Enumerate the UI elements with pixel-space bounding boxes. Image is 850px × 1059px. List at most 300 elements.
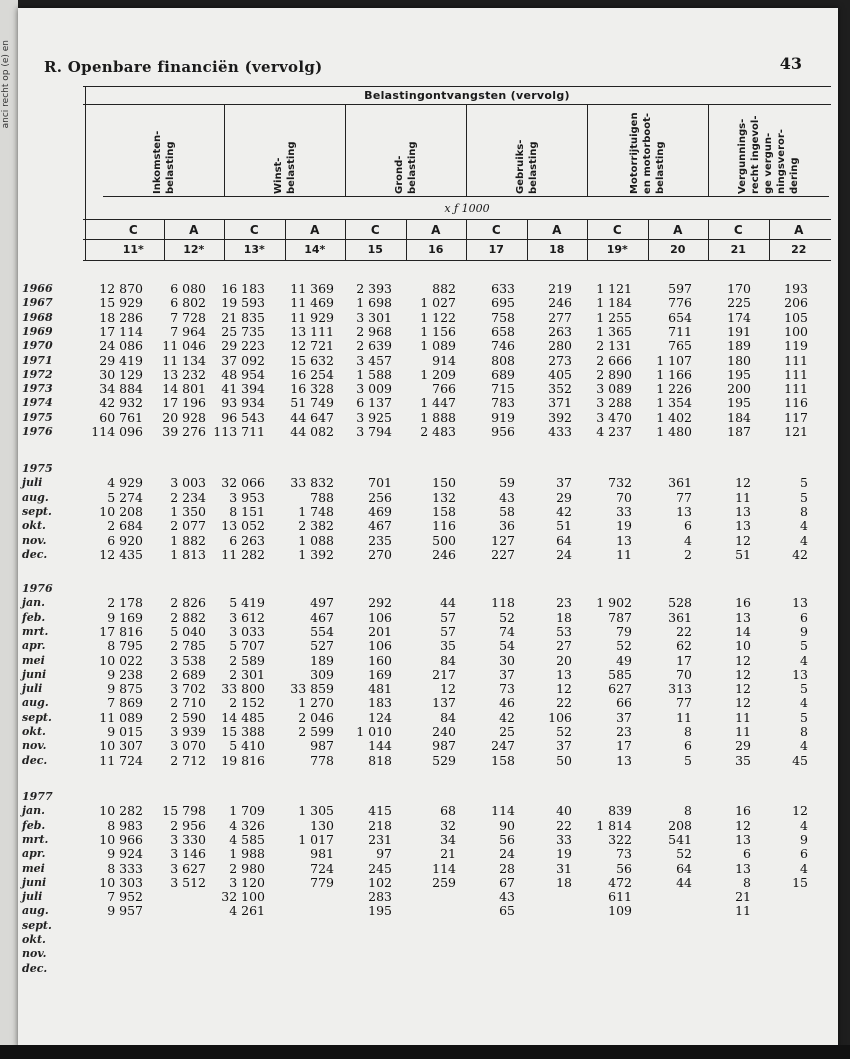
table-cell: 67	[499, 874, 515, 890]
table-cell: 25	[499, 724, 515, 739]
table-cell: 111	[784, 352, 808, 368]
table-cell: 633	[491, 281, 515, 296]
table-cell: 193	[784, 281, 808, 296]
table-cell: 201	[368, 623, 392, 639]
table-cell: 2 826	[170, 595, 206, 611]
table-cell: 30	[499, 652, 515, 668]
table-cell: 724	[310, 860, 334, 876]
row-label: 1975	[22, 410, 53, 424]
table-cell: 3 089	[596, 381, 632, 397]
table-cell: 1 354	[656, 395, 692, 411]
table-cell: 53	[556, 623, 572, 639]
table-cell: 415	[368, 803, 392, 819]
table-cell: 2 890	[596, 366, 632, 382]
table-cell: 231	[368, 831, 392, 847]
table-cell: 1 748	[298, 503, 334, 519]
row-label: juli	[22, 890, 43, 904]
column-number: 11*	[122, 243, 144, 256]
table-cell: 5	[684, 752, 692, 768]
table-cell: 13	[792, 595, 808, 611]
table-cell: 64	[556, 532, 572, 548]
table-cell: 1 226	[656, 381, 692, 397]
table-cell: 778	[310, 752, 334, 768]
rule-line	[83, 260, 831, 261]
table-cell: 3 301	[356, 309, 392, 325]
table-cell: 5	[800, 638, 808, 654]
rule-line	[83, 239, 831, 240]
row-label: mei	[22, 861, 45, 875]
table-cell: 124	[368, 709, 392, 725]
table-cell: 361	[668, 609, 692, 625]
table-cell: 77	[676, 489, 692, 505]
table-cell: 263	[548, 323, 572, 339]
adjacent-page-edge	[0, 0, 18, 1059]
table-cell: 3 120	[229, 874, 265, 890]
column-type-label: C	[128, 223, 138, 237]
table-cell: 33 800	[221, 681, 265, 697]
table-cell: 1 350	[170, 503, 206, 519]
table-cell: 3 953	[229, 489, 265, 505]
table-cell: 195	[368, 903, 392, 919]
table-cell: 19	[556, 846, 572, 862]
table-cell: 11 046	[162, 338, 206, 354]
table-cell: 200	[727, 381, 751, 397]
row-label: dec.	[22, 961, 48, 975]
row-label: okt.	[22, 933, 46, 946]
table-cell: 33	[616, 503, 632, 519]
bottom-shadow	[0, 1045, 850, 1059]
table-cell: 2 710	[170, 695, 206, 711]
table-cell: 5	[800, 681, 808, 697]
table-cell: 60 761	[99, 409, 143, 425]
table-cell: 9	[800, 831, 808, 847]
table-cell: 42	[792, 546, 808, 562]
table-cell: 10 303	[99, 874, 143, 890]
table-cell: 17 816	[99, 623, 143, 639]
table-cell: 776	[668, 295, 692, 311]
table-cell: 59	[499, 475, 515, 491]
table-cell: 8	[743, 874, 751, 890]
table-cell: 2 639	[356, 338, 392, 354]
table-cell: 20	[556, 652, 572, 668]
table-cell: 4 261	[229, 903, 265, 919]
row-label: 1968	[22, 310, 53, 324]
table-cell: 7 869	[107, 695, 143, 711]
table-cell: 3 009	[356, 381, 392, 397]
row-label: sept.	[22, 504, 52, 518]
table-cell: 322	[608, 831, 632, 847]
table-cell: 2 301	[229, 666, 265, 682]
table-cell: 1 709	[229, 803, 265, 819]
table-cell: 36	[499, 518, 515, 534]
table-cell: 40	[556, 803, 572, 819]
table-cell: 15 798	[162, 803, 206, 819]
table-cell: 277	[548, 309, 572, 325]
table-cell: 106	[368, 638, 392, 654]
row-label: juli	[22, 682, 43, 696]
row-label: mei	[22, 653, 45, 667]
table-cell: 8 795	[107, 638, 143, 654]
table-cell: 2 599	[298, 724, 334, 739]
table-cell: 1 107	[656, 352, 692, 368]
table-cell: 13	[676, 503, 692, 519]
table-cell: 42	[499, 709, 515, 725]
table-cell: 14 801	[162, 381, 206, 397]
row-label: aug.	[22, 490, 49, 504]
table-cell: 15 929	[99, 295, 143, 311]
rule-line	[587, 104, 588, 196]
table-cell: 33 832	[290, 475, 334, 491]
row-label: 1971	[22, 353, 53, 367]
table-cell: 57	[440, 609, 456, 625]
table-cell: 29 223	[221, 338, 265, 354]
table-cell: 2 956	[170, 817, 206, 833]
table-cell: 114 096	[91, 424, 143, 439]
table-cell: 1 813	[170, 546, 206, 562]
table-cell: 6	[800, 609, 808, 625]
table-cell: 882	[432, 281, 456, 296]
table-cell: 4	[800, 738, 808, 754]
table-cell: 52	[616, 638, 632, 654]
row-label: juni	[22, 667, 47, 681]
table-cell: 4	[684, 532, 692, 548]
table-cell: 1 447	[420, 395, 456, 411]
rule-line	[85, 86, 86, 260]
table-cell: 808	[491, 352, 515, 368]
table-cell: 766	[432, 381, 456, 397]
table-cell: 2 589	[229, 652, 265, 668]
table-cell: 6 080	[170, 281, 206, 296]
table-cell: 51 749	[290, 395, 334, 411]
table-cell: 18	[556, 874, 572, 890]
row-label: dec.	[22, 547, 48, 561]
table-cell: 25 735	[221, 323, 265, 339]
table-cell: 37 092	[221, 352, 265, 368]
table-cell: 121	[784, 424, 808, 439]
table-cell: 1 027	[420, 295, 456, 311]
column-number: 18	[549, 243, 565, 256]
table-cell: 12	[735, 532, 751, 548]
rule-line	[83, 219, 831, 220]
table-cell: 19 816	[221, 752, 265, 768]
column-group-header: Motorrijtuigen en motorboot- belasting	[629, 112, 666, 194]
section-year: 1976	[22, 582, 53, 595]
table-cell: 31	[556, 860, 572, 876]
table-cell: 169	[368, 666, 392, 682]
table-cell: 3 288	[596, 395, 632, 411]
table-cell: 9 957	[107, 903, 143, 919]
column-type-label: A	[552, 223, 562, 237]
table-cell: 2	[684, 546, 692, 562]
table-cell: 8 983	[107, 817, 143, 833]
table-cell: 715	[491, 381, 515, 397]
table-cell: 117	[784, 409, 808, 425]
table-cell: 12	[735, 695, 751, 711]
table-cell: 22	[556, 817, 572, 833]
table-cell: 119	[784, 338, 808, 354]
row-label: mrt.	[22, 832, 49, 846]
table-cell: 16 183	[221, 281, 265, 296]
table-cell: 701	[368, 475, 392, 491]
table-cell: 3 794	[356, 424, 392, 439]
table-cell: 2 077	[170, 518, 206, 534]
table-cell: 9 169	[107, 609, 143, 625]
table-cell: 527	[310, 638, 334, 654]
table-cell: 180	[727, 352, 751, 368]
table-cell: 9 015	[107, 724, 143, 739]
table-cell: 23	[616, 724, 632, 739]
table-cell: 43	[499, 489, 515, 505]
table-cell: 51	[556, 518, 572, 534]
table-cell: 6	[800, 846, 808, 862]
table-cell: 70	[676, 666, 692, 682]
table-cell: 97	[376, 846, 392, 862]
table-cell: 106	[368, 609, 392, 625]
table-cell: 73	[499, 681, 515, 697]
table-cell: 4	[800, 695, 808, 711]
table-cell: 313	[668, 681, 692, 697]
column-number: 19*	[606, 243, 628, 256]
table-cell: 29	[556, 489, 572, 505]
column-group-header: Grond- belasting	[393, 141, 418, 194]
table-cell: 12	[440, 681, 456, 697]
table-cell: 130	[310, 817, 334, 833]
table-cell: 839	[608, 803, 632, 819]
table-cell: 14	[735, 623, 751, 639]
table-cell: 37	[499, 666, 515, 682]
table-cell: 245	[368, 860, 392, 876]
table-cell: 4	[800, 518, 808, 534]
table-cell: 3 512	[170, 874, 206, 890]
table-cell: 9 238	[107, 666, 143, 682]
table-cell: 150	[432, 475, 456, 491]
table-cell: 1 017	[298, 831, 334, 847]
table-cell: 37	[616, 709, 632, 725]
table-cell: 788	[310, 489, 334, 505]
table-cell: 11 089	[99, 709, 143, 725]
table-cell: 273	[548, 352, 572, 368]
table-cell: 361	[668, 475, 692, 491]
table-cell: 137	[432, 695, 456, 711]
table-cell: 17 196	[162, 395, 206, 411]
table-cell: 17 114	[99, 323, 143, 339]
table-cell: 23	[556, 595, 572, 611]
table-cell: 8	[800, 503, 808, 519]
table-cell: 1 392	[298, 546, 334, 562]
table-cell: 12 435	[99, 546, 143, 562]
table-cell: 711	[668, 323, 692, 339]
table-cell: 1 255	[596, 309, 632, 325]
table-cell: 1 882	[170, 532, 206, 548]
table-cell: 8 333	[107, 860, 143, 876]
table-cell: 116	[432, 518, 456, 534]
table-cell: 15	[792, 874, 808, 890]
table-cell: 11 134	[162, 352, 206, 368]
table-cell: 12	[792, 803, 808, 819]
table-cell: 8 151	[229, 503, 265, 519]
table-cell: 12 721	[290, 338, 334, 354]
table-cell: 4	[800, 652, 808, 668]
table-cell: 259	[432, 874, 456, 890]
table-cell: 392	[548, 409, 572, 425]
row-label: sept.	[22, 918, 52, 932]
table-cell: 987	[432, 738, 456, 754]
table-cell: 2 689	[170, 666, 206, 682]
table-cell: 541	[668, 831, 692, 847]
table-cell: 74	[499, 623, 515, 639]
row-label: apr.	[22, 639, 46, 653]
table-cell: 6 137	[356, 395, 392, 411]
table-cell: 58	[499, 503, 515, 519]
unit-label: x ƒ 1000	[444, 202, 490, 215]
table-cell: 4	[800, 532, 808, 548]
table-cell: 44 082	[290, 424, 334, 439]
row-label: dec.	[22, 753, 48, 767]
table-cell: 1 588	[356, 366, 392, 382]
table-cell: 22	[556, 695, 572, 711]
table-cell: 65	[499, 903, 515, 919]
column-number: 16	[428, 243, 444, 256]
table-cell: 43	[499, 889, 515, 905]
column-number: 22	[791, 243, 807, 256]
rule-line	[83, 104, 831, 105]
table-cell: 981	[310, 846, 334, 862]
table-cell: 746	[491, 338, 515, 354]
table-cell: 13	[735, 503, 751, 519]
table-cell: 52	[556, 724, 572, 739]
table-cell: 283	[368, 889, 392, 905]
table-cell: 270	[368, 546, 392, 562]
table-cell: 2 393	[356, 281, 392, 296]
table-cell: 1 089	[420, 338, 456, 354]
table-cell: 732	[608, 475, 632, 491]
table-cell: 102	[368, 874, 392, 890]
row-label: feb.	[22, 818, 46, 832]
table-cell: 2 152	[229, 695, 265, 711]
table-cell: 433	[548, 424, 572, 439]
row-label: juli	[22, 476, 43, 490]
row-label: nov.	[22, 947, 47, 961]
row-label: apr.	[22, 847, 46, 861]
table-cell: 280	[548, 338, 572, 354]
table-cell: 371	[548, 395, 572, 411]
table-cell: 35	[735, 752, 751, 768]
table-cell: 12	[735, 817, 751, 833]
table-cell: 3 627	[170, 860, 206, 876]
super-title: Belastingontvangsten (vervolg)	[364, 89, 570, 102]
table-cell: 44 647	[290, 409, 334, 425]
table-cell: 695	[491, 295, 515, 311]
table-cell: 956	[491, 424, 515, 439]
table-cell: 90	[499, 817, 515, 833]
table-cell: 30 129	[99, 366, 143, 382]
table-cell: 5 040	[170, 623, 206, 639]
table-cell: 13 111	[290, 323, 334, 339]
table-cell: 5 274	[107, 489, 143, 505]
table-cell: 45	[792, 752, 808, 768]
table-cell: 52	[676, 846, 692, 862]
table-cell: 3 146	[170, 846, 206, 862]
table-cell: 66	[616, 695, 632, 711]
table-cell: 132	[432, 489, 456, 505]
table-cell: 6 920	[107, 532, 143, 548]
table-cell: 225	[727, 295, 751, 311]
table-cell: 352	[548, 381, 572, 397]
table-cell: 20 928	[162, 409, 206, 425]
table-cell: 32	[440, 817, 456, 833]
column-type-label: C	[491, 223, 501, 237]
table-cell: 554	[310, 623, 334, 639]
table-cell: 183	[368, 695, 392, 711]
column-type-label: C	[249, 223, 259, 237]
table-cell: 13	[616, 532, 632, 548]
table-cell: 174	[727, 309, 751, 325]
table-cell: 3 330	[170, 831, 206, 847]
table-cell: 79	[616, 623, 632, 639]
column-group-header: Vergunnings- recht ingevol- ge vergun- ningsveror- dering	[737, 115, 800, 194]
table-cell: 13	[735, 518, 751, 534]
table-cell: 309	[310, 666, 334, 682]
table-cell: 77	[676, 695, 692, 711]
row-label: 1966	[22, 282, 53, 295]
table-cell: 44	[440, 595, 456, 611]
table-cell: 1 988	[229, 846, 265, 862]
column-type-label: C	[612, 223, 622, 237]
table-cell: 206	[784, 295, 808, 311]
rule-line	[708, 104, 709, 196]
table-cell: 987	[310, 738, 334, 754]
column-type-label: C	[370, 223, 380, 237]
table-cell: 658	[491, 323, 515, 339]
table-cell: 4 237	[596, 424, 632, 439]
table-cell: 44	[676, 874, 692, 890]
table-cell: 189	[727, 338, 751, 354]
table-cell: 1 184	[596, 295, 632, 311]
table-cell: 6 263	[229, 532, 265, 548]
table-cell: 3 070	[170, 738, 206, 754]
table-cell: 3 033	[229, 623, 265, 639]
table-cell: 21 835	[221, 309, 265, 325]
table-cell: 34 884	[99, 381, 143, 397]
table-cell: 10 022	[99, 652, 143, 668]
rule-line	[83, 86, 831, 87]
table-cell: 52	[499, 609, 515, 625]
table-cell: 4 929	[107, 475, 143, 491]
table-cell: 689	[491, 366, 515, 382]
column-group-header: Inkomsten- belasting	[151, 130, 176, 194]
table-cell: 56	[499, 831, 515, 847]
row-label: 1974	[22, 396, 53, 410]
row-label: okt.	[22, 725, 46, 738]
row-label: juni	[22, 875, 47, 889]
row-label: jan.	[22, 804, 45, 818]
table-cell: 12	[735, 652, 751, 668]
row-label: aug.	[22, 696, 49, 710]
table-cell: 21	[440, 846, 456, 862]
table-cell: 16 254	[290, 366, 334, 382]
column-number: 14*	[304, 243, 326, 256]
table-cell: 21	[735, 889, 751, 905]
table-cell: 292	[368, 595, 392, 611]
table-cell: 64	[676, 860, 692, 876]
table-cell: 13 052	[221, 518, 265, 534]
table-cell: 1 305	[298, 803, 334, 819]
column-number: 15	[367, 243, 383, 256]
table-cell: 246	[432, 546, 456, 562]
adjacent-page-text: anci recht op (e) en	[1, 40, 11, 129]
table-cell: 12	[556, 681, 572, 697]
table-cell: 11 282	[221, 546, 265, 562]
